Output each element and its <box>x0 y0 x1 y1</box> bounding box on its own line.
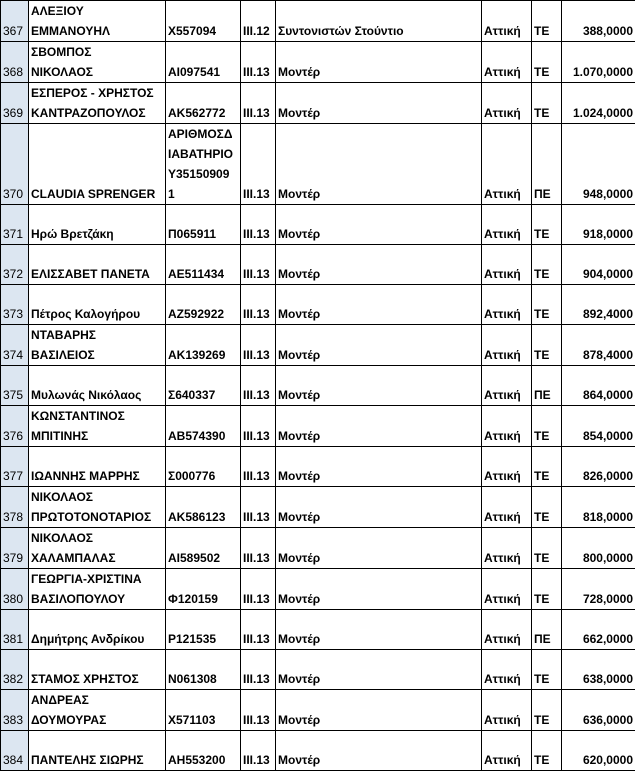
id-number-cell[interactable]: ΑΖ592922 <box>166 285 241 325</box>
region-cell[interactable]: Αττική <box>482 731 532 771</box>
role-cell[interactable]: Μοντέρ <box>276 406 482 447</box>
role-cell[interactable]: Μοντέρ <box>276 285 482 325</box>
amount-cell[interactable]: 388,0000 <box>562 1 635 42</box>
level-cell[interactable]: ΤΕ <box>532 528 562 569</box>
region-cell[interactable]: Αττική <box>482 610 532 650</box>
region-cell[interactable]: Αττική <box>482 366 532 406</box>
id-number-cell[interactable]: Ρ121535 <box>166 610 241 650</box>
code-cell[interactable]: ΙΙΙ.13 <box>241 731 276 771</box>
code-cell[interactable]: ΙΙΙ.13 <box>241 447 276 487</box>
role-cell[interactable]: Μοντέρ <box>276 528 482 569</box>
level-cell[interactable]: ΤΕ <box>532 690 562 731</box>
amount-cell[interactable]: 878,4000 <box>562 325 635 366</box>
row-number[interactable]: 369 <box>1 83 29 124</box>
region-cell[interactable]: Αττική <box>482 42 532 83</box>
code-cell[interactable]: ΙΙΙ.13 <box>241 487 276 528</box>
role-cell[interactable]: Μοντέρ <box>276 124 482 205</box>
table-row <box>1 366 635 406</box>
row-number[interactable]: 378 <box>1 487 29 528</box>
id-number-cell[interactable]: ΑΒ574390 <box>166 406 241 447</box>
name-cell[interactable]: ΕΛΙΣΣΑΒΕΤ ΠΑΝΕΤΑ <box>29 245 166 285</box>
name-cell[interactable]: ΝΙΚΟΛΑΟΣ ΧΑΛΑΜΠΑΛΑΣ <box>29 528 166 569</box>
id-number-cell[interactable]: ΑΙ097541 <box>166 42 241 83</box>
amount-cell[interactable]: 800,0000 <box>562 528 635 569</box>
name-cell[interactable]: ΝΙΚΟΛΑΟΣ ΠΡΩΤΟΤΟΝΟΤΑΡΙΟΣ <box>29 487 166 528</box>
region-cell[interactable]: Αττική <box>482 447 532 487</box>
amount-cell[interactable]: 904,0000 <box>562 245 635 285</box>
code-cell[interactable]: ΙΙΙ.13 <box>241 690 276 731</box>
name-cell[interactable]: ΑΛΕΞΙΟΥ ΕΜΜΑΝΟΥΗΛ <box>29 1 166 42</box>
role-cell[interactable]: Μοντέρ <box>276 690 482 731</box>
level-cell[interactable]: ΤΕ <box>532 650 562 690</box>
level-cell[interactable]: ΤΕ <box>532 569 562 610</box>
role-cell[interactable]: Συντονιστών Στούντιο <box>276 1 482 42</box>
table-row <box>1 1 635 42</box>
role-cell[interactable]: Μοντέρ <box>276 42 482 83</box>
code-cell[interactable]: ΙΙΙ.13 <box>241 83 276 124</box>
level-cell[interactable]: ΤΕ <box>532 406 562 447</box>
role-cell[interactable]: Μοντέρ <box>276 83 482 124</box>
name-cell[interactable]: Πέτρος Καλογήρου <box>29 285 166 325</box>
amount-cell[interactable]: 1.070,0000 <box>562 42 635 83</box>
table-row <box>1 406 635 447</box>
role-cell[interactable]: Μοντέρ <box>276 366 482 406</box>
level-cell[interactable]: ΤΕ <box>532 731 562 771</box>
name-cell[interactable]: ΣΤΑΜΟΣ ΧΡΗΣΤΟΣ <box>29 650 166 690</box>
code-cell[interactable]: ΙΙΙ.13 <box>241 42 276 83</box>
region-cell[interactable]: Αττική <box>482 205 532 245</box>
role-cell[interactable]: Μοντέρ <box>276 610 482 650</box>
level-cell[interactable]: ΤΕ <box>532 42 562 83</box>
table-row <box>1 731 635 771</box>
role-cell[interactable]: Μοντέρ <box>276 650 482 690</box>
amount-cell[interactable]: 662,0000 <box>562 610 635 650</box>
table-row <box>1 447 635 487</box>
amount-cell[interactable]: 638,0000 <box>562 650 635 690</box>
name-cell[interactable]: ΠΑΝΤΕΛΗΣ ΣΙΩΡΗΣ <box>29 731 166 771</box>
name-cell[interactable]: ΣΒΟΜΠΟΣ ΝΙΚΟΛΑΟΣ <box>29 42 166 83</box>
name-cell[interactable]: ΓΕΩΡΓΙΑ-ΧΡΙΣΤΙΝΑ ΒΑΣΙΛΟΠΟΥΛΟΥ <box>29 569 166 610</box>
row-number[interactable]: 382 <box>1 650 29 690</box>
name-cell[interactable]: Δημήτρης Ανδρίκου <box>29 610 166 650</box>
code-cell[interactable]: ΙΙΙ.12 <box>241 1 276 42</box>
table-row <box>1 610 635 650</box>
code-cell[interactable]: ΙΙΙ.13 <box>241 366 276 406</box>
row-number[interactable]: 374 <box>1 325 29 366</box>
role-cell[interactable]: Μοντέρ <box>276 487 482 528</box>
id-number-cell[interactable]: ΑΚ139269 <box>166 325 241 366</box>
amount-cell[interactable]: 1.024,0000 <box>562 83 635 124</box>
code-cell[interactable]: ΙΙΙ.13 <box>241 406 276 447</box>
row-number[interactable]: 376 <box>1 406 29 447</box>
id-number-cell[interactable]: ΑΙ589502 <box>166 528 241 569</box>
row-number[interactable]: 370 <box>1 124 29 205</box>
row-number[interactable]: 372 <box>1 245 29 285</box>
code-cell[interactable]: ΙΙΙ.13 <box>241 650 276 690</box>
row-number[interactable]: 379 <box>1 528 29 569</box>
region-cell[interactable]: Αττική <box>482 124 532 205</box>
region-cell[interactable]: Αττική <box>482 245 532 285</box>
amount-cell[interactable]: 826,0000 <box>562 447 635 487</box>
amount-cell[interactable]: 948,0000 <box>562 124 635 205</box>
table-row <box>1 42 635 83</box>
region-cell[interactable]: Αττική <box>482 569 532 610</box>
code-cell[interactable]: ΙΙΙ.13 <box>241 569 276 610</box>
region-cell[interactable]: Αττική <box>482 83 532 124</box>
row-number[interactable]: 384 <box>1 731 29 771</box>
id-number-cell[interactable]: ΑΕ511434 <box>166 245 241 285</box>
amount-cell[interactable]: 620,0000 <box>562 731 635 771</box>
amount-cell[interactable]: 864,0000 <box>562 366 635 406</box>
level-cell[interactable]: ΠΕ <box>532 124 562 205</box>
code-cell[interactable]: ΙΙΙ.13 <box>241 528 276 569</box>
id-number-cell[interactable]: Φ120159 <box>166 569 241 610</box>
level-cell[interactable]: ΤΕ <box>532 447 562 487</box>
table-row <box>1 528 635 569</box>
row-number[interactable]: 383 <box>1 690 29 731</box>
amount-cell[interactable]: 892,4000 <box>562 285 635 325</box>
table-row <box>1 650 635 690</box>
code-cell[interactable]: ΙΙΙ.13 <box>241 124 276 205</box>
table-row <box>1 124 635 205</box>
table-row <box>1 487 635 528</box>
table-row <box>1 325 635 366</box>
region-cell[interactable]: Αττική <box>482 487 532 528</box>
row-number[interactable]: 380 <box>1 569 29 610</box>
region-cell[interactable]: Αττική <box>482 528 532 569</box>
id-number-cell[interactable]: ΑΗ553200 <box>166 731 241 771</box>
amount-cell[interactable]: 818,0000 <box>562 487 635 528</box>
amount-cell[interactable]: 636,0000 <box>562 690 635 731</box>
role-cell[interactable]: Μοντέρ <box>276 205 482 245</box>
table-body <box>1 1 635 771</box>
id-number-cell[interactable]: Σ000776 <box>166 447 241 487</box>
code-cell[interactable]: ΙΙΙ.13 <box>241 325 276 366</box>
id-number-cell[interactable]: Π065911 <box>166 205 241 245</box>
region-cell[interactable]: Αττική <box>482 285 532 325</box>
row-number[interactable]: 375 <box>1 366 29 406</box>
name-cell[interactable]: ΕΣΠΕΡΟΣ - ΧΡΗΣΤΟΣ ΚΑΝΤΡΑΖΟΠΟΥΛΟΣ <box>29 83 166 124</box>
level-cell[interactable]: ΤΕ <box>532 83 562 124</box>
role-cell[interactable]: Μοντέρ <box>276 569 482 610</box>
id-number-cell[interactable]: Ν061308 <box>166 650 241 690</box>
name-cell[interactable]: ΚΩΝΣΤΑΝΤΙΝΟΣ ΜΠΙΤΙΝΗΣ <box>29 406 166 447</box>
region-cell[interactable]: Αττική <box>482 650 532 690</box>
code-cell[interactable]: ΙΙΙ.13 <box>241 245 276 285</box>
region-cell[interactable]: Αττική <box>482 325 532 366</box>
region-cell[interactable]: Αττική <box>482 1 532 42</box>
region-cell[interactable]: Αττική <box>482 406 532 447</box>
code-cell[interactable]: ΙΙΙ.13 <box>241 610 276 650</box>
level-cell[interactable]: ΠΕ <box>532 610 562 650</box>
level-cell[interactable]: ΤΕ <box>532 205 562 245</box>
name-cell[interactable]: ΝΤΑΒΑΡΗΣ ΒΑΣΙΛΕΙΟΣ <box>29 325 166 366</box>
amount-cell[interactable]: 918,0000 <box>562 205 635 245</box>
table-row <box>1 245 635 285</box>
level-cell[interactable]: ΤΕ <box>532 325 562 366</box>
amount-cell[interactable]: 728,0000 <box>562 569 635 610</box>
row-number[interactable]: 368 <box>1 42 29 83</box>
role-cell[interactable]: Μοντέρ <box>276 245 482 285</box>
level-cell[interactable]: ΤΕ <box>532 285 562 325</box>
table-row <box>1 83 635 124</box>
table-row <box>1 690 635 731</box>
name-cell[interactable]: CLAUDIA SPRENGER <box>29 124 166 205</box>
table-row <box>1 569 635 610</box>
id-number-cell[interactable]: ΑΚ586123 <box>166 487 241 528</box>
row-number[interactable]: 377 <box>1 447 29 487</box>
row-number[interactable]: 371 <box>1 205 29 245</box>
id-number-cell[interactable]: ΑΡΙΘΜΟΣΔ ΙΑΒΑΤΗΡΙΟ Υ35150909 1 <box>166 124 241 205</box>
role-cell[interactable]: Μοντέρ <box>276 731 482 771</box>
table-row <box>1 205 635 245</box>
id-number-cell[interactable]: Σ640337 <box>166 366 241 406</box>
name-cell[interactable]: Ηρώ Βρετζάκη <box>29 205 166 245</box>
level-cell[interactable]: ΤΕ <box>532 1 562 42</box>
code-cell[interactable]: ΙΙΙ.13 <box>241 205 276 245</box>
code-cell[interactable]: ΙΙΙ.13 <box>241 285 276 325</box>
region-cell[interactable]: Αττική <box>482 690 532 731</box>
level-cell[interactable]: ΤΕ <box>532 487 562 528</box>
level-cell[interactable]: ΤΕ <box>532 245 562 285</box>
row-number[interactable]: 373 <box>1 285 29 325</box>
level-cell[interactable]: ΠΕ <box>532 366 562 406</box>
amount-cell[interactable]: 854,0000 <box>562 406 635 447</box>
role-cell[interactable]: Μοντέρ <box>276 325 482 366</box>
table-row <box>1 285 635 325</box>
row-number[interactable]: 367 <box>1 1 29 42</box>
name-cell[interactable]: ΑΝΔΡΕΑΣ ΔΟΥΜΟΥΡΑΣ <box>29 690 166 731</box>
row-number[interactable]: 381 <box>1 610 29 650</box>
id-number-cell[interactable]: Χ557094 <box>166 1 241 42</box>
id-number-cell[interactable]: ΑΚ562772 <box>166 83 241 124</box>
name-cell[interactable]: ΙΩΑΝΝΗΣ ΜΑΡΡΗΣ <box>29 447 166 487</box>
role-cell[interactable]: Μοντέρ <box>276 447 482 487</box>
name-cell[interactable]: Μυλωνάς Νικόλαος <box>29 366 166 406</box>
id-number-cell[interactable]: Χ571103 <box>166 690 241 731</box>
